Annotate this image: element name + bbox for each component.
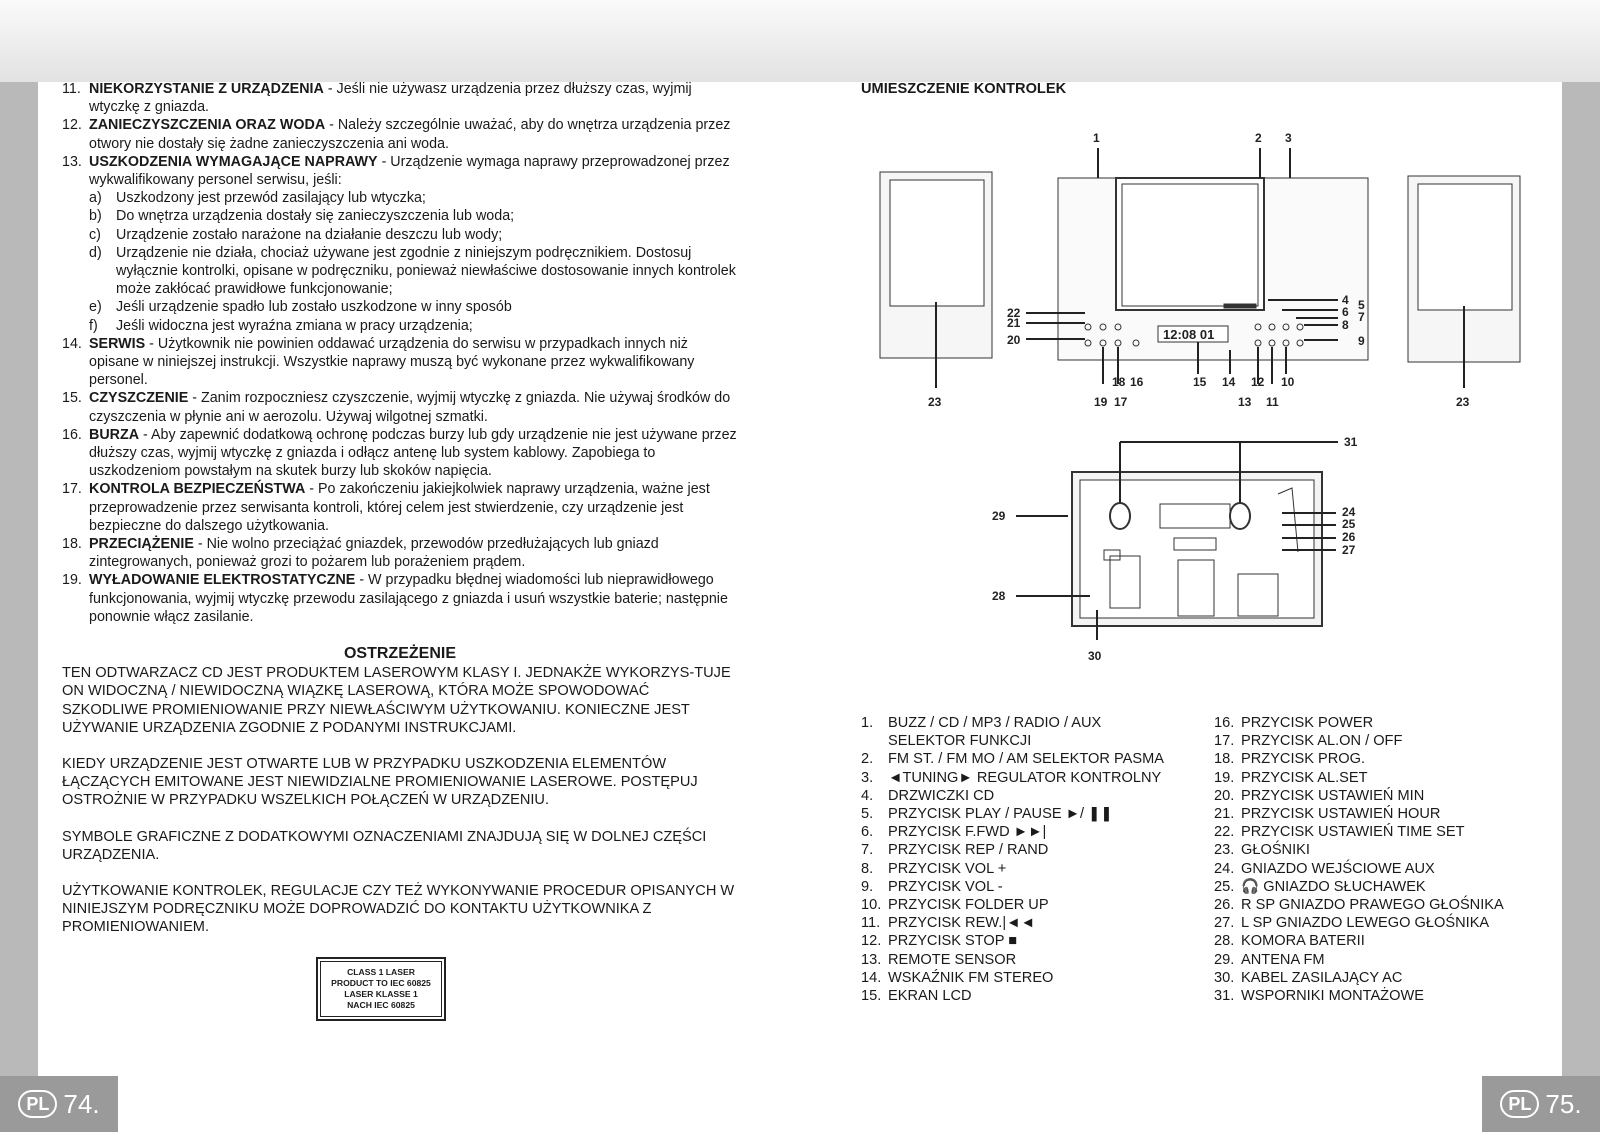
list-item: 6. PRZYCISK F.FWD ►►| xyxy=(861,824,1047,841)
list-item: 22. PRZYCISK USTAWIEŃ TIME SET xyxy=(1214,824,1465,841)
safety-item: 18. PRZECIĄŻENIE - Nie wolno przeciążać gniazdek, przewodów przedłużających lub gniazd zintegrowanych, ponieważ grozi to pożarem lub porażeniem prądem. xyxy=(62,536,659,571)
list-item: e) Jeśli urządzenie spadło lub zostało uszkodzone w inny sposób xyxy=(89,299,512,316)
callout-26: 26 xyxy=(1342,530,1356,544)
callout-10: 10 xyxy=(1281,375,1295,389)
callout-25: 25 xyxy=(1342,517,1356,531)
warning-paragraph: SYMBOLE GRAFICZNE Z DODATKOWYMI OZNACZENIAMI ZNAJDUJĄ SIĘ W DOLNEJ CZĘŚCI URZĄDZENIA. xyxy=(62,828,707,863)
repair-conditions-list xyxy=(89,189,738,335)
list-item: 10. PRZYCISK FOLDER UP xyxy=(861,897,1049,914)
right-margin-bar xyxy=(1562,82,1600,1132)
safety-item: 11. NIEKORZYSTANIE Z URZĄDZENIA - Jeśli nie używasz urządzenia przez dłuższy czas, wyjmij wtyczkę z gniazda. xyxy=(62,81,692,116)
callout-19: 19 xyxy=(1094,395,1108,409)
warning-title: OSTRZEŻENIE xyxy=(343,645,456,663)
callout-9: 9 xyxy=(1358,334,1365,348)
callout-22: 22 xyxy=(1007,306,1021,320)
list-item: 11. PRZYCISK REW.|◄◄ xyxy=(861,915,1036,932)
language-badge: PL xyxy=(1500,1090,1539,1118)
callout-20: 20 xyxy=(1007,333,1021,347)
list-item: 25. 🎧 GNIAZDO SŁUCHAWEK xyxy=(1214,878,1426,895)
list-item: 2. FM ST. / FM MO / AM SELEKTOR PASMA xyxy=(861,751,1164,768)
callout-8: 8 xyxy=(1342,318,1349,332)
list-item: 21. PRZYCISK USTAWIEŃ HOUR xyxy=(1214,806,1441,823)
page-number: 75. xyxy=(1545,1088,1582,1119)
list-item: 8. PRZYCISK VOL + xyxy=(861,860,1007,877)
list-item: 26. R SP GNIAZDO PRAWEGO GŁOŚNIKA xyxy=(1214,897,1504,914)
front-view xyxy=(880,148,1520,388)
top-band xyxy=(0,0,1600,82)
callout-21: 21 xyxy=(1007,316,1021,330)
page-number: 74. xyxy=(63,1088,100,1119)
callout-28: 28 xyxy=(992,589,1006,603)
safety-list xyxy=(62,80,738,626)
callout-24: 24 xyxy=(1342,505,1356,519)
list-item: 9. PRZYCISK VOL - xyxy=(861,878,1003,895)
warning-paragraph: UŻYTKOWANIE KONTROLEK, REGULACJE CZY TEŻ WYKONYWANIE PROCEDUR OPISANYCH W NINIEJSZYM PODRĘCZNIKU MOŻE DOPROWADZIĆ DO KONTAKTU UŻYTKOWNIKA Z PROMIENIOWANIEM. xyxy=(62,882,735,936)
callout-5: 5 xyxy=(1358,298,1365,312)
list-item: 24. GNIAZDO WEJŚCIOWE AUX xyxy=(1214,860,1435,877)
list-item: 17. PRZYCISK AL.ON / OFF xyxy=(1214,733,1403,750)
controls-list-col1 xyxy=(861,714,1211,1005)
list-item: 1. BUZZ / CD / MP3 / RADIO / AUX xyxy=(861,715,1102,731)
list-item: 20. PRZYCISK USTAWIEŃ MIN xyxy=(1214,787,1425,804)
callout-27: 27 xyxy=(1342,543,1356,557)
list-item: 19. PRZYCISK AL.SET xyxy=(1214,769,1368,786)
list-item: 18. PRZYCISK PROG. xyxy=(1214,751,1366,768)
callout-14: 14 xyxy=(1222,375,1236,389)
language-badge: PL xyxy=(18,1090,57,1118)
warning-paragraph: TEN ODTWARZACZ CD JEST PRODUKTEM LASEROWYM KLASY I. JEDNAKŻE WYKORZYS-TUJE ON WIDOCZNĄ / NIEWIDOCZNĄ WIĄZKĘ LASEROWĄ, KTÓRA MOŻE SPOWODOWAĆ SZKODLIWE PROMIENIOWANIE PRZY NIEWŁAŚCIWYM UŻYTKOWANIU. KONIECZNE JEST UŻYWANIE URZĄDZENIA ZGODNIE Z PODANYMI INSTRUKCJAMI. xyxy=(62,665,731,736)
list-item: 29. ANTENA FM xyxy=(1214,951,1325,968)
callout-30: 30 xyxy=(1088,649,1102,663)
safety-item: 12. ZANIECZYSZCZENIA ORAZ WODA - Należy szczególnie uważać, aby do wnętrza urządzenia przez otwory nie dostały się żadne zanieczyszczenia ani woda. xyxy=(62,117,731,152)
callout-6: 6 xyxy=(1342,305,1349,319)
list-item: f) Jeśli widoczna jest wyraźna zmiana w pracy urządzenia; xyxy=(89,317,473,334)
callout-3: 3 xyxy=(1285,131,1292,145)
controls-list-col2 xyxy=(1214,714,1554,1005)
list-item: d) Urządzenie nie działa, chociaż używane jest zgodnie z niniejszym podręcznikiem. Dostosuj wyłącznie kontrolki, opisane w podręczniku, ponieważ niewłaściwe dostosowanie innych kontrolek może zakłócać prawidłowe funkcjonowanie; xyxy=(89,244,736,298)
page-number-right xyxy=(1482,1076,1600,1132)
list-item: 13. REMOTE SENSOR xyxy=(861,951,1017,968)
left-page-content xyxy=(62,80,738,955)
list-item: 4. DRZWICZKI CD xyxy=(861,787,995,804)
controls-diagram xyxy=(860,126,1550,686)
safety-item: 16. BURZA - Aby zapewnić dodatkową ochronę podczas burzy lub gdy urządzenie nie jest używane przez dłuższy czas, wyjmij wtyczkę z gniazda i odłącz antenę lub system kablowy. Zapobiega to uszkodzeniom powstałym na skutek burzy lub skoków napięcia. xyxy=(62,426,737,480)
list-item: 31. WSPORNIKI MONTAŻOWE xyxy=(1214,988,1424,1005)
callout-31: 31 xyxy=(1344,435,1358,449)
list-item: 28. KOMORA BATERII xyxy=(1214,933,1365,950)
laser-class-label: CLASS 1 LASER PRODUCT TO IEC 60825 LASER KLASSE 1 NACH IEC 60825 xyxy=(316,957,446,1021)
callout-15: 15 xyxy=(1193,375,1207,389)
safety-item: 19. WYŁADOWANIE ELEKTROSTATYCZNE - W przypadku błędnej wiadomości lub nieprawidłowego funkcjonowania, wyjmij wtyczkę przewodu zasilającego z gniazda i usuń wszystkie baterie; następnie ponownie włącz zasilanie. xyxy=(62,572,728,625)
callout-2: 2 xyxy=(1255,131,1262,145)
safety-item: 13. USZKODZENIA WYMAGAJĄCE NAPRAWY - Urządzenie wymaga naprawy przeprowadzonej przez wykwalifikowany personel serwisu, jeśli: a) Uszkodzony jest przewód zasilający lub wtyczka; b) Do wnętrza urządzenia dostały się zanieczyszczenia lub woda; c) Urządzenie zostało narażone na działanie deszczu lub wody; d) Urządzenie nie działa, chociaż używane jest zgodnie z niniejszym podręcznikiem. Dostosuj wyłącznie kontrolki, opisane w podręczniku, ponieważ niewłaściwe dostosowanie innych kontrolek może zakłócać prawidłowe funkcjonowanie; e) Jeśli urządzenie spadło lub zostało uszkodzone w inny sposób f) Jeśli widoczna jest wyraźna zmiana w pracy urządzenia; xyxy=(62,153,738,335)
list-item: 23. GŁOŚNIKI xyxy=(1214,842,1310,859)
list-item: 12. PRZYCISK STOP ■ xyxy=(861,933,1018,950)
list-item: 27. L SP GNIAZDO LEWEGO GŁOŚNIKA xyxy=(1214,915,1490,932)
callout-12: 12 xyxy=(1251,375,1265,389)
list-item: c) Urządzenie zostało narażone na działanie deszczu lub wody; xyxy=(89,226,503,243)
list-item: SELEKTOR FUNKCJI xyxy=(888,733,1032,750)
callout-11: 11 xyxy=(1266,395,1279,409)
list-item: 30. KABEL ZASILAJĄCY AC xyxy=(1214,969,1403,986)
list-item: 7. PRZYCISK REP / RAND xyxy=(861,842,1049,859)
lcd-readout: 12:08 01 xyxy=(1163,327,1215,342)
list-item: 15. EKRAN LCD xyxy=(861,988,972,1005)
callout-7: 7 xyxy=(1358,310,1365,324)
left-margin-bar xyxy=(0,82,38,1132)
list-item: 16. PRZYCISK POWER xyxy=(1214,715,1374,731)
callout-23-right: 23 xyxy=(1456,395,1470,409)
list-item: 3. ◄TUNING► REGULATOR KONTROLNY xyxy=(861,769,1162,786)
list-item: b) Do wnętrza urządzenia dostały się zanieczyszczenia lub woda; xyxy=(89,208,515,225)
callout-4: 4 xyxy=(1342,293,1349,307)
right-page-content xyxy=(861,80,1561,98)
callout-29: 29 xyxy=(992,509,1006,523)
safety-item: 14. SERWIS - Użytkownik nie powinien oddawać urządzenia do serwisu w przypadkach innych niż opisane w niniejszej instrukcji. Wszystkie naprawy muszą być wykonane przez wykwalifikowany personel. xyxy=(62,335,695,389)
callout-16: 16 xyxy=(1130,375,1144,389)
warning-section xyxy=(62,664,738,936)
list-item: 5. PRZYCISK PLAY / PAUSE ►/ ❚❚ xyxy=(861,806,1113,823)
list-item: 14. WSKAŹNIK FM STEREO xyxy=(861,969,1054,986)
callout-13: 13 xyxy=(1238,395,1252,409)
safety-item: 15. CZYSZCZENIE - Zanim rozpoczniesz czyszczenie, wyjmij wtyczkę z gniazda. Nie używaj środków do czyszczenia w płynie ani w aerozolu. Używaj wilgotnej szmatki. xyxy=(62,390,731,425)
callout-17: 17 xyxy=(1114,395,1128,409)
section-title: UMIESZCZENIE KONTROLEK xyxy=(861,81,1067,97)
callout-23-left: 23 xyxy=(928,395,942,409)
page-number-left xyxy=(0,1076,118,1132)
safety-item: 17. KONTROLA BEZPIECZEŃSTWA - Po zakończeniu jakiejkolwiek naprawy urządzenia, ważne jest przeprowadzenie przez serwisanta kontroli, której celem jest stwierdzenie, czy urządzenie jest bezpieczne do dalszego użytkowania. xyxy=(62,481,710,534)
list-item: a) Uszkodzony jest przewód zasilający lub wtyczka; xyxy=(89,190,426,207)
callout-18: 18 xyxy=(1112,375,1126,389)
warning-paragraph: KIEDY URZĄDZENIE JEST OTWARTE LUB W PRZYPADKU USZKODZENIA ELEMENTÓW ŁĄCZĄCYCH EMITOWANE JEST NIEWIDZIALNE PROMIENIOWANIE LASEROWE. POSTĘPUJ OSTROŻNIE W PRZYPADKU WSZELKICH POŁĄCZEŃ W URZĄDZENIU. xyxy=(62,755,698,809)
callout-1: 1 xyxy=(1093,131,1100,145)
